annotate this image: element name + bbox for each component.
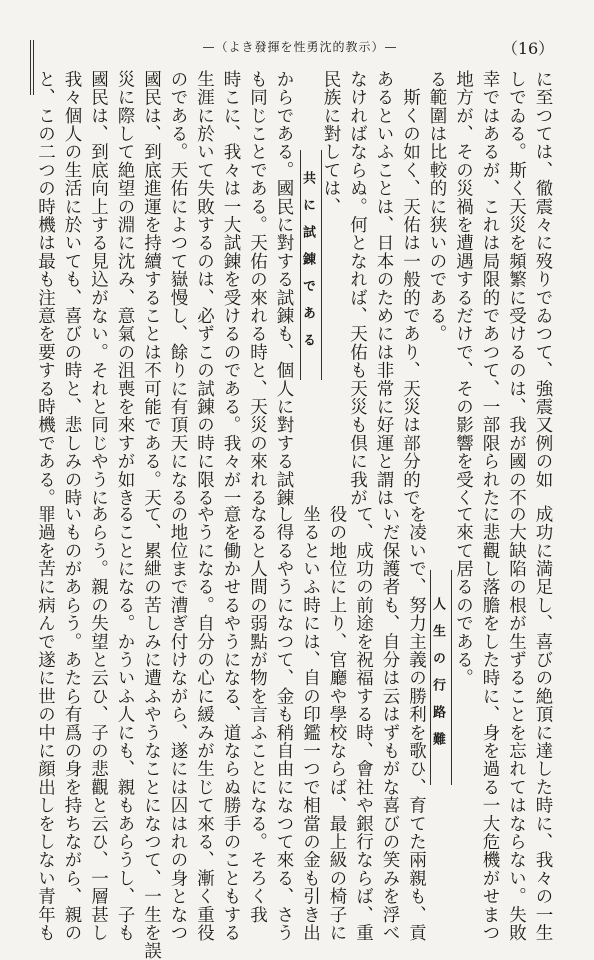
text-line: て來て居るのである。 (453, 505, 474, 687)
text-line: に悲觀し落膽をした時に、身を過る一大危機がせまつ (480, 505, 500, 942)
body-text-bottom-left (32, 505, 430, 960)
text-line: を凌いで、努力主義の勝利を歌ひ、育てた兩親も、貢 (406, 505, 427, 942)
text-line: いだ保護者も、自分は云はずもがな喜びの笑みを浮べ (380, 505, 400, 942)
text-line: て、累紲の苦しみに遭ふやうなことになつて、一生を誤 (141, 505, 162, 960)
body-text-top-left (32, 70, 297, 507)
text-line: 國民は、到底向上する見込がない。それと同じやうに (88, 70, 109, 507)
text-line: 國民は、到底進運を持續することは不可能である。天 (141, 70, 162, 507)
text-line: 災に際して絶望の淵に沈み、意氣の沮喪を來すが如き (115, 70, 135, 507)
text-line: いものがあらう。あたら有爲の身を持ちながら、親の (62, 505, 82, 942)
text-line: も同じことである。天佑の來れる時と、天災の來れる (247, 70, 268, 507)
text-line: のである。天佑によつて嶽慢し、餘りに有頂天になる (168, 70, 188, 507)
text-line: 坐るといふ時には、自の印鑑一つで相當の金も引き出 (300, 505, 321, 942)
text-line: 時こに、我々は一大試錬を受けるのである。我々が一 (221, 70, 241, 507)
text-line: 地方が、その災禍を遭遇するだけで、その影響を受く (453, 70, 474, 507)
text-line: しでゐる。斯く天災を頻繁に受けるのは、我が國の不 (506, 70, 527, 507)
text-line: 意を働かせるやうになる、道ならぬ勝手のこともする (221, 505, 241, 942)
text-line: 我々個人の生活に於いても、喜びの時と、悲しみの時 (62, 70, 82, 507)
text-line: 生涯に於いて失敗するのは、必ずこの試錬の時に限る (194, 70, 215, 507)
text-line: に至つては、徹震々に歿りでゐつて、強震又例の如 (533, 70, 553, 489)
text-line: の地位まで漕ぎ付けながら、遂には囚はれの身となつ (168, 505, 188, 942)
text-line: と、この二つの時機は最も注意を要する時機である。 (35, 70, 56, 507)
text-line: 幸ではあるが、これは局限的であつて、一部限られた (480, 70, 500, 507)
text-line: あらう。親の失望と云ひ、子の悲觀と云ひ、一層甚し (88, 505, 109, 942)
text-line: 役の地位に上り、官廳や學校ならば、最上級の椅子に (327, 505, 347, 942)
text-line: ることになる。かういふ人にも、親もあらうし、子も (115, 505, 135, 942)
text-line: の大缺陷の根が生ずることを忘れてはならない。失敗 (506, 505, 527, 942)
text-line: あるといふことは、日本のためには非常に好運と謂は (374, 70, 394, 507)
section-heading-trial: 共に試錬である (300, 150, 322, 380)
text-line: なると人間の弱點が物を言ふことになる。そろく我 (247, 505, 268, 924)
page-number: （16） (501, 39, 555, 58)
body-text-top-right (318, 70, 557, 507)
text-line: 斯くの如く、天佑は一般的であり、天災は部分的で (400, 70, 421, 507)
text-line: からである。國民に對する試錬も、個人に對する試錬 (274, 70, 294, 507)
text-line: やうになる。自分の心に緩みが生じて來る、漸く重役 (194, 505, 215, 942)
text-line: て、成功の前途を祝福する時、會社や銀行ならば、重 (353, 505, 374, 942)
text-line: る範圍は比較的に狭いのである。 (427, 70, 447, 343)
section-heading-life-path: 人生の行路難 (430, 570, 452, 785)
running-title: —（よき發揮を性勇沈的教示）— (202, 40, 398, 54)
text-line: し得るやうになつて、金も稍自由になつて來る、さう (274, 505, 294, 942)
text-line: 罪過を苦に病んで遂に世の中に顔出しをしない青年も (35, 505, 56, 942)
text-line: 民族に對しては、 (321, 70, 341, 216)
text-line: 成功に満足し、喜びの絶頂に達した時に、我々の一生 (533, 505, 553, 942)
text-line: なければならぬ。何となれば、天佑も天災も倶に我が (347, 70, 368, 507)
body-text-bottom-right (450, 505, 556, 940)
